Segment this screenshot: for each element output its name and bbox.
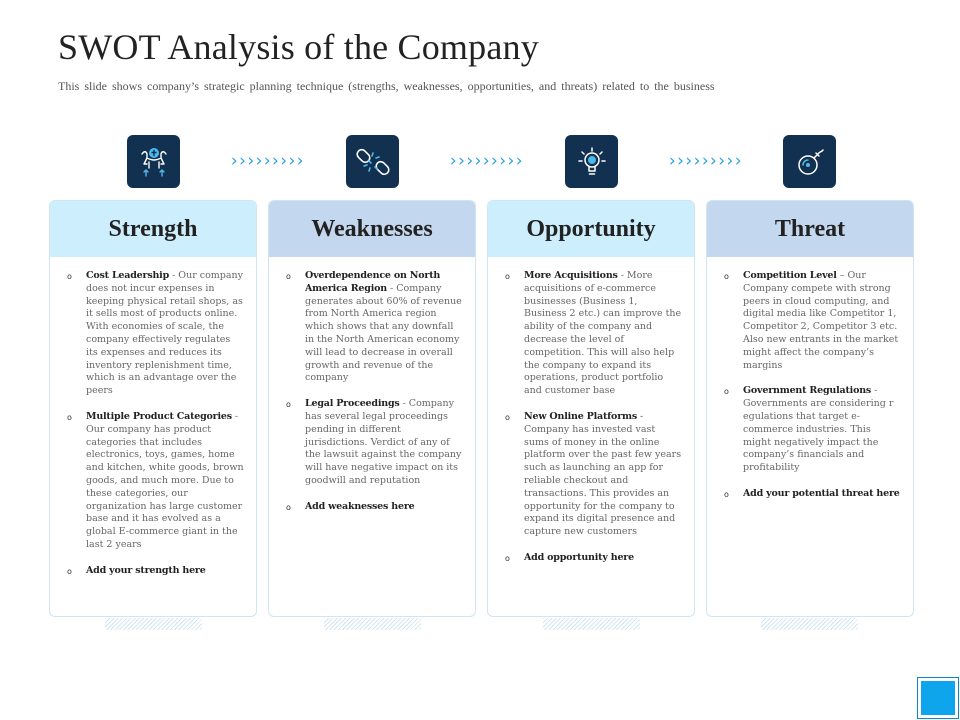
page-title: SWOT Analysis of the Company [58,27,539,67]
flow-arrows-2: ››››››››› [448,151,523,171]
item-text: - Governments are considering r egulations that target e-commerce industries. This might negatively impact the company’s financials and profitability [743,385,894,474]
item-title: Overdependence on North America Region [305,270,441,294]
flow-arrows-1: ››››››››› [229,151,304,171]
item-title: Legal Proceedings [305,398,400,410]
bullet-icon: o [724,489,729,499]
list-item [286,501,463,514]
item-title: More Acquisitions [524,270,618,281]
item-text: - Company has invested vast sums of money in the online platform over the past few years such as launching an app for reliable checkout and transactions. This provides an opportunity for the company to expand its digital presence and capture new customers [524,410,682,538]
item-text: - Our company does not incur expenses in keeping physical retail shops, as it sells most of products online. With economies of scale, the company effectively regulates its expenses and reduces its inventory replenishment time, which is an advantage over the peers [86,270,244,397]
list-item [505,411,682,539]
item-title: New Online Platforms [524,410,637,422]
list-item [505,552,682,565]
bomb-icon [792,144,828,180]
bullet-icon: o [67,566,72,576]
corner-square-decoration [917,677,959,719]
item-title: Add opportunity here [524,551,634,563]
list-item [67,411,244,552]
bullet-icon: o [67,412,72,422]
bullet-icon: o [724,387,729,397]
opportunity-heading: Opportunity [488,201,694,257]
item-text: - More acquisitions of e-commerce businesses (Business 1, Business 2 etc.) can improve the ability of the company and decrease the level of competition. This will also help the company to expand its operations, product portfolio and customer base [524,270,682,397]
card-shadow [543,618,640,630]
chain-link-icon [355,144,391,180]
card-shadow [105,618,202,630]
item-title: Multiple Product Categories [86,410,232,422]
list-item [724,270,901,372]
page-subtitle: This slide shows company’s strategic planning technique (strengths, weaknesses, opportunities, and threats) related to the business [58,79,715,93]
weaknesses-card [268,200,476,617]
weaknesses-heading: Weaknesses [269,201,475,257]
threat-heading: Threat [707,201,913,257]
bullet-icon: o [67,272,72,281]
list-item [67,565,244,578]
item-title: Add your strength here [86,564,206,576]
corner-square-fill [921,681,955,715]
list-item [67,270,244,398]
bullet-icon: o [286,272,291,281]
bullet-icon: o [286,502,291,512]
item-text: - Company has several legal proceedings pending in different jurisdictions. Verdict of any of the lawsuit against the company will have negative impact on its goodwill and reputation [305,398,462,486]
strength-icon-box [127,135,180,188]
flow-arrows-3: ››››››››› [667,151,742,171]
card-shadow [761,618,858,630]
item-title: Government Regulations [743,385,872,397]
item-text: – Our Company compete with strong peers in cloud computing, and digital media like Competitor 1, Competitor 2, Competitor 3 etc. Also new entrants in the market might affect the company’s margins [743,270,899,371]
item-title: Add weaknesses here [305,500,415,512]
list-item [505,270,682,398]
item-text: - Company generates about 60% of revenue from North America region which shows that any downfall in the North American economy will lead to decrease in overall growth and revenue of the company [305,282,462,384]
opportunity-card [487,200,695,617]
list-item [286,270,463,385]
threat-icon-box [783,135,836,188]
strength-card [49,200,257,617]
strength-heading: Strength [50,201,256,257]
item-text: - Our company has product categories that includes electronics, toys, games, home and kitchen, white goods, brown goods, and much more. Due to these categories, our organization has large customer base and it has evolved as a global E-commerce giant in the last 2 years [86,410,244,550]
opportunity-icon-box [565,135,618,188]
card-shadow [324,618,421,630]
list-item [724,385,901,475]
weakness-icon-box [346,135,399,188]
list-item [724,488,901,501]
bullet-icon: o [724,272,729,281]
bullet-icon: o [286,400,291,410]
item-title: Add your potential threat here [743,487,900,499]
bullet-icon: o [505,553,510,563]
strength-muscle-icon [136,144,172,180]
list-item [286,398,463,488]
threat-card [706,200,914,617]
lightbulb-icon [574,144,610,180]
bullet-icon: o [505,412,510,422]
bullet-icon: o [505,272,510,281]
item-title: Competition Level [743,270,837,281]
item-title: Cost Leadership [86,270,170,281]
